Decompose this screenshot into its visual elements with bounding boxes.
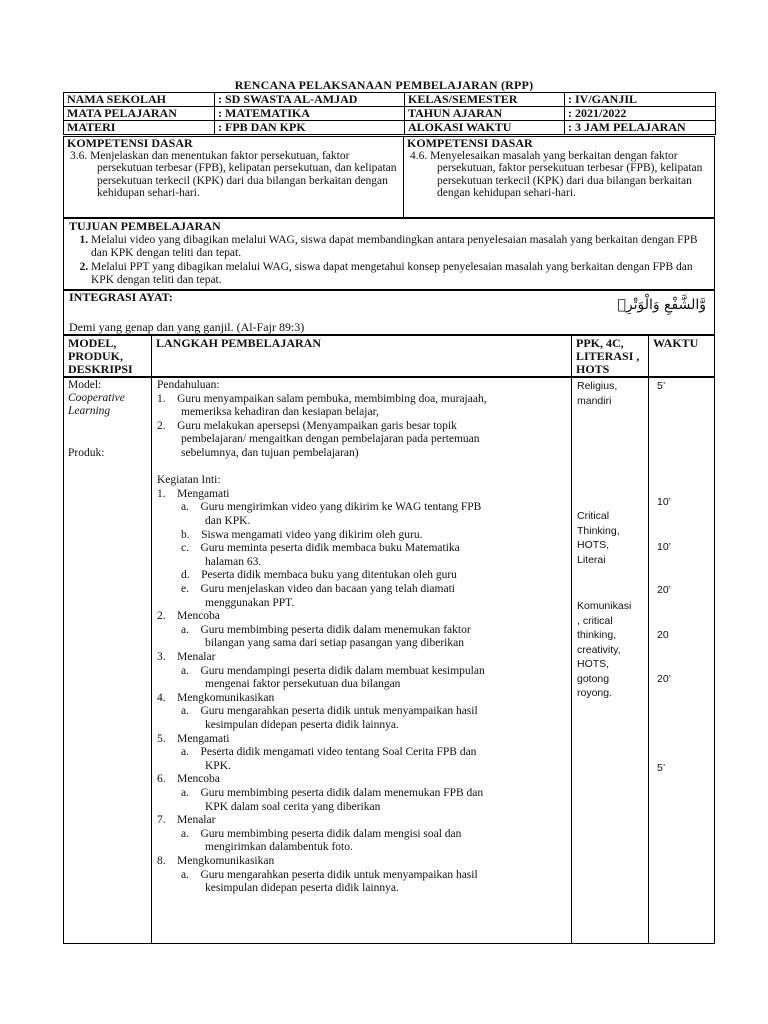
tujuan-item: 2. Melalui PPT yang dibagikan melalui WAG, siswa dapat mengetahui konsep penyelesaian masalah yang berkaitan dengan FPB dan KPK dengan teliti dan tepat. (91, 261, 709, 287)
integrasi-ayat (63, 290, 715, 335)
model-value: Learning (68, 405, 111, 417)
ppk-line: Literai (577, 553, 606, 566)
ppk-line: HOTS, (577, 539, 610, 551)
waktu-value: 10’ (657, 496, 672, 508)
waktu-value: 20’ (657, 673, 672, 685)
langkah-line: a. Guru mengirimkan video yang dikirim ke WAG tentang FPB (181, 501, 482, 514)
info-row (64, 93, 716, 107)
model-value: Cooperative (68, 392, 125, 404)
info-row (64, 121, 716, 135)
col-header-model: MODEL, PRODUK, DESKRIPSI (63, 335, 152, 377)
waktu-column (648, 377, 715, 944)
tujuan-list (69, 234, 709, 287)
langkah-line: a. Guru membimbing peserta didik dalam menemukan faktor (181, 623, 471, 636)
langkah-line: KPK. (205, 759, 231, 772)
integrasi-heading: INTEGRASI AYAT: (69, 290, 173, 304)
info-label: NAMA SEKOLAH (64, 93, 215, 107)
tujuan-item: 1. Melalui video yang dibagikan melalui WAG, siswa dapat membandingkan antara penyelesaian masalah yang berkaitan dengan FPB dan KPK dengan teliti dan tepat. (91, 234, 709, 260)
ppk-line: HOTS, (577, 658, 610, 670)
info-label: KELAS/SEMESTER (405, 93, 565, 107)
langkah-line: 1. Guru menyampaikan salam pembuka, membimbing doa, murajaah, (157, 392, 487, 405)
langkah-line: pembelajaran/ mengaitkan dengan pembelajaran pada pertemuan (181, 433, 480, 446)
waktu-value: 20’ (657, 584, 672, 596)
langkah-line: e. Guru menjelaskan video dan bacaan yang telah diamati (181, 583, 455, 595)
langkah-line: kesimpulan didepan peserta didik lainnya. (205, 719, 399, 731)
ppk-line: royong. (577, 687, 613, 699)
langkah-line: dan KPK. (205, 515, 251, 527)
info-value: : MATEMATIKA (215, 107, 405, 121)
langkah-line: Kegiatan Inti: (157, 474, 221, 487)
ppk-line: Critical (577, 510, 610, 522)
waktu-value: 20 (657, 629, 669, 641)
model-label: Model: (68, 379, 102, 391)
langkah-line: bilangan yang sama dari setiap pasangan yang diberikan (205, 637, 464, 650)
langkah-line: kesimpulan didepan peserta didik lainnya. (205, 882, 399, 895)
waktu-value: 10’ (657, 541, 672, 553)
langkah-line: a. Guru mendampingi peserta didik dalam membuat kesimpulan (181, 664, 485, 677)
langkah-line: c. Guru meminta peserta didik membaca buku Matematika (181, 542, 460, 555)
info-value: : IV/GANJIL (565, 93, 716, 107)
langkah-line: mengenai faktor persekutuan dua bilangan (205, 678, 401, 691)
langkah-line: b. Siswa mengamati video yang dikirim oleh guru. (181, 528, 423, 541)
langkah-line: 4. Mengkomunikasikan (157, 691, 275, 704)
model-column (63, 377, 152, 944)
ppk-line: , critical (577, 614, 613, 627)
langkah-line: 3. Menalar (157, 651, 216, 663)
waktu-value: 5’ (657, 380, 666, 392)
document-title: RENCANA PELAKSANAAN PEMBELAJARAN (RPP) (234, 78, 534, 92)
langkah-line: a. Guru membimbing peserta didik dalam menemukan FPB dan (181, 787, 484, 799)
col-header-ppk: PPK, 4C, LITERASI , HOTS (571, 335, 649, 377)
langkah-line: 2. Guru melakukan apersepsi (Menyampaikan garis besar topik (157, 419, 457, 432)
langkah-line: 7. Menalar (157, 814, 216, 827)
langkah-line: memeriksa kehadiran dan kesiapan belajar, (181, 406, 379, 419)
langkah-line: 6. Mencoba (157, 773, 220, 786)
info-row (64, 107, 716, 121)
kd-heading: KOMPETENSI DASAR (407, 136, 533, 150)
kompetensi-dasar-right (403, 136, 715, 218)
langkah-line: menggunakan PPT. (205, 596, 295, 609)
ppk-line: thinking, (577, 629, 617, 641)
produk-label: Produk: (68, 447, 105, 459)
kompetensi-dasar-left (63, 136, 404, 218)
info-label: ALOKASI WAKTU (405, 121, 565, 135)
info-value: : FPB DAN KPK (215, 121, 405, 135)
arabic-verse: وَّالشَّفْعِ وَالْوَتْرِۙ (617, 297, 706, 313)
ppk-line: Komunikasi (577, 600, 632, 612)
langkah-line: a. Guru mengarahkan peserta didik untuk menyampaikan hasil (181, 705, 478, 718)
langkah-line: 1. Mengamati (157, 487, 230, 500)
tujuan-heading: TUJUAN PEMBELAJARAN (69, 219, 221, 233)
langkah-line: d. Peserta didik membaca buku yang ditentukan oleh guru (181, 569, 457, 582)
info-label: MATERI (64, 121, 215, 135)
langkah-line: KPK dalam soal cerita yang diberikan (205, 800, 381, 813)
col-header-waktu: WAKTU (648, 335, 715, 377)
langkah-column (151, 377, 572, 944)
kd-text: 4.6. Menyelesaikan masalah yang berkaitan dengan faktor persekutuan, faktor persekutuan terbesar (FPB), kelipatan persekutuan terkecil (KPK) dari dua bilangan berkaitan dengan kehidupan sehari-hari. (410, 149, 703, 199)
ppk-line: creativity, (577, 643, 621, 656)
info-value: : 3 JAM PELAJARAN (565, 121, 716, 135)
verse-translation: Demi yang genap dan yang ganjil. (Al-Fajr 89:3) (69, 320, 305, 334)
langkah-line: mengirimkan dalambentuk foto. (205, 841, 353, 854)
kd-text: 3.6. Menjelaskan dan menentukan faktor persekutuan, faktor persekutuan terbesar (FPB), kelipatan persekutuan, dan kelipatan persekutuan terkecil (KPK) dari dua bilangan berkaitan dengan kehidupan sehari-hari. (70, 149, 397, 199)
ppk-line: gotong (577, 672, 610, 685)
ppk-line: Religius, (577, 380, 618, 392)
kd-heading: KOMPETENSI DASAR (67, 136, 193, 150)
langkah-line: a. Peserta didik mengamati video tentang Soal Cerita FPB dan (181, 746, 477, 759)
info-value: : 2021/2022 (565, 107, 716, 121)
ppk-line: Thinking, (577, 524, 620, 537)
tujuan-pembelajaran (63, 218, 715, 290)
info-value: : SD SWASTA AL-AMJAD (215, 93, 405, 107)
langkah-line: sebelumnya, dan tujuan pembelajaran) (181, 447, 359, 459)
info-label: TAHUN AJARAN (405, 107, 565, 121)
info-table (63, 92, 716, 135)
col-header-langkah: LANGKAH PEMBELAJARAN (151, 335, 572, 377)
langkah-line: 5. Mengamati (157, 732, 230, 745)
langkah-line: halaman 63. (205, 555, 262, 568)
langkah-line: 8. Mengkomunikasikan (157, 855, 275, 867)
waktu-value: 5’ (657, 762, 666, 774)
ppk-line: mandiri (577, 394, 612, 407)
ppk-column (571, 377, 649, 944)
langkah-line: Pendahuluan: (157, 379, 220, 391)
langkah-line: a. Guru mengarahkan peserta didik untuk menyampaikan hasil (181, 868, 478, 881)
info-label: MATA PELAJARAN (64, 107, 215, 121)
langkah-line: 2. Mencoba (157, 610, 220, 623)
langkah-line: a. Guru membimbing peserta didik dalam mengisi soal dan (181, 827, 462, 840)
